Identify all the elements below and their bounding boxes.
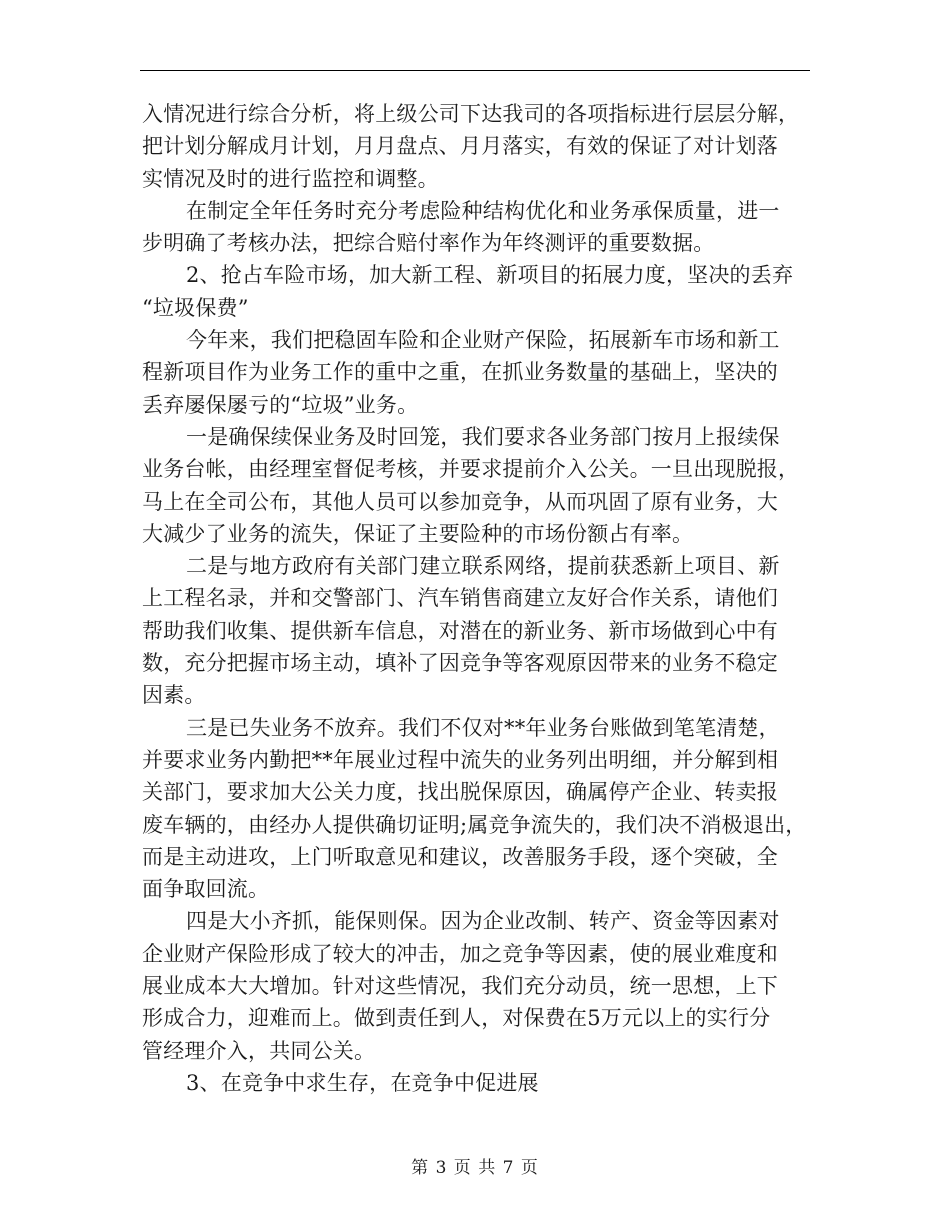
text-line: 废车辆的，由经办人提供确切证明;属竞争流失的，我们决不消极退出， bbox=[142, 812, 807, 837]
text-line: 丢弃屡保屡亏的“垃圾”业务。 bbox=[142, 392, 419, 417]
text-line: 数，充分把握市场主动，填补了因竞争等客观原因带来的业务不稳定 bbox=[142, 651, 778, 676]
text-line: 在制定全年任务时充分考虑险种结构优化和业务承保质量，进一 bbox=[186, 198, 780, 223]
text-line: 而是主动进攻，上门听取意见和建议，改善服务手段，逐个突破，全 bbox=[142, 844, 778, 869]
text-line: 程新项目作为业务工作的重中之重，在抓业务数量的基础上，坚决的 bbox=[142, 360, 778, 385]
text-line: 面争取回流。 bbox=[142, 877, 270, 902]
text-line: 二是与地方政府有关部门建立联系网络，提前获悉新上项目、新 bbox=[186, 554, 780, 579]
text-line: 入情况进行综合分析，将上级公司下达我司的各项指标进行层层分解， bbox=[142, 102, 800, 126]
text-line: 大减少了业务的流失，保证了主要险种的市场份额占有率。 bbox=[142, 521, 694, 546]
text-line: “垃圾保费” bbox=[142, 295, 249, 320]
text-line: 管经理介入，共同公关。 bbox=[142, 1038, 376, 1063]
text-line: 四是大小齐抓，能保则保。因为企业改制、转产、资金等因素对 bbox=[186, 909, 780, 934]
text-line: 一是确保续保业务及时回笼，我们要求各业务部门按月上报续保 bbox=[186, 424, 780, 449]
text-line: 关部门，要求加大公关力度，找出脱保原因，确属停产企业、转卖报 bbox=[142, 780, 778, 805]
document-body bbox=[142, 98, 812, 1099]
text-line: 步明确了考核办法，把综合赔付率作为年终测评的重要数据。 bbox=[142, 231, 715, 256]
text-line: 企业财产保险形成了较大的冲击，加之竞争等因素，使的展业难度和 bbox=[142, 941, 778, 966]
text-line: 形成合力，迎难而上。做到责任到人，对保费在5万元以上的实行分 bbox=[142, 1006, 771, 1031]
text-line: 并要求业务内勤把**年展业过程中流失的业务列出明细，并分解到相 bbox=[142, 747, 779, 772]
text-line: 实情况及时的进行监控和调整。 bbox=[142, 166, 439, 191]
page-number: 第 3 页 共 7 页 bbox=[411, 1158, 539, 1178]
text-line: 2、抢占车险市场，加大新工程、新项目的拓展力度，坚决的丢弃 bbox=[186, 263, 794, 288]
text-line: 三是已失业务不放弃。我们不仅对**年业务台账做到笔笔清楚， bbox=[186, 715, 780, 740]
text-line: 今年来，我们把稳固车险和企业财产保险，拓展新车市场和新工 bbox=[186, 328, 780, 353]
header-rule bbox=[140, 70, 810, 71]
text-line: 3、在竞争中求生存，在竞争中促进展 bbox=[186, 1070, 539, 1095]
text-line: 马上在全司公布，其他人员可以参加竞争，从而巩固了原有业务，大 bbox=[142, 489, 778, 514]
text-line: 业务台帐，由经理室督促考核，并要求提前介入公关。一旦出现脱报， bbox=[142, 457, 800, 482]
text-line: 展业成本大大增加。针对这些情况，我们充分动员，统一思想，上下 bbox=[142, 974, 778, 999]
text-line: 因素。 bbox=[142, 683, 206, 708]
text-line: 帮助我们收集、提供新车信息，对潜在的新业务、新市场做到心中有 bbox=[142, 618, 778, 643]
text-line: 把计划分解成月计划，月月盘点、月月落实，有效的保证了对计划落 bbox=[142, 134, 778, 159]
text-line: 上工程名录，并和交警部门、汽车销售商建立友好合作关系，请他们 bbox=[142, 586, 778, 611]
